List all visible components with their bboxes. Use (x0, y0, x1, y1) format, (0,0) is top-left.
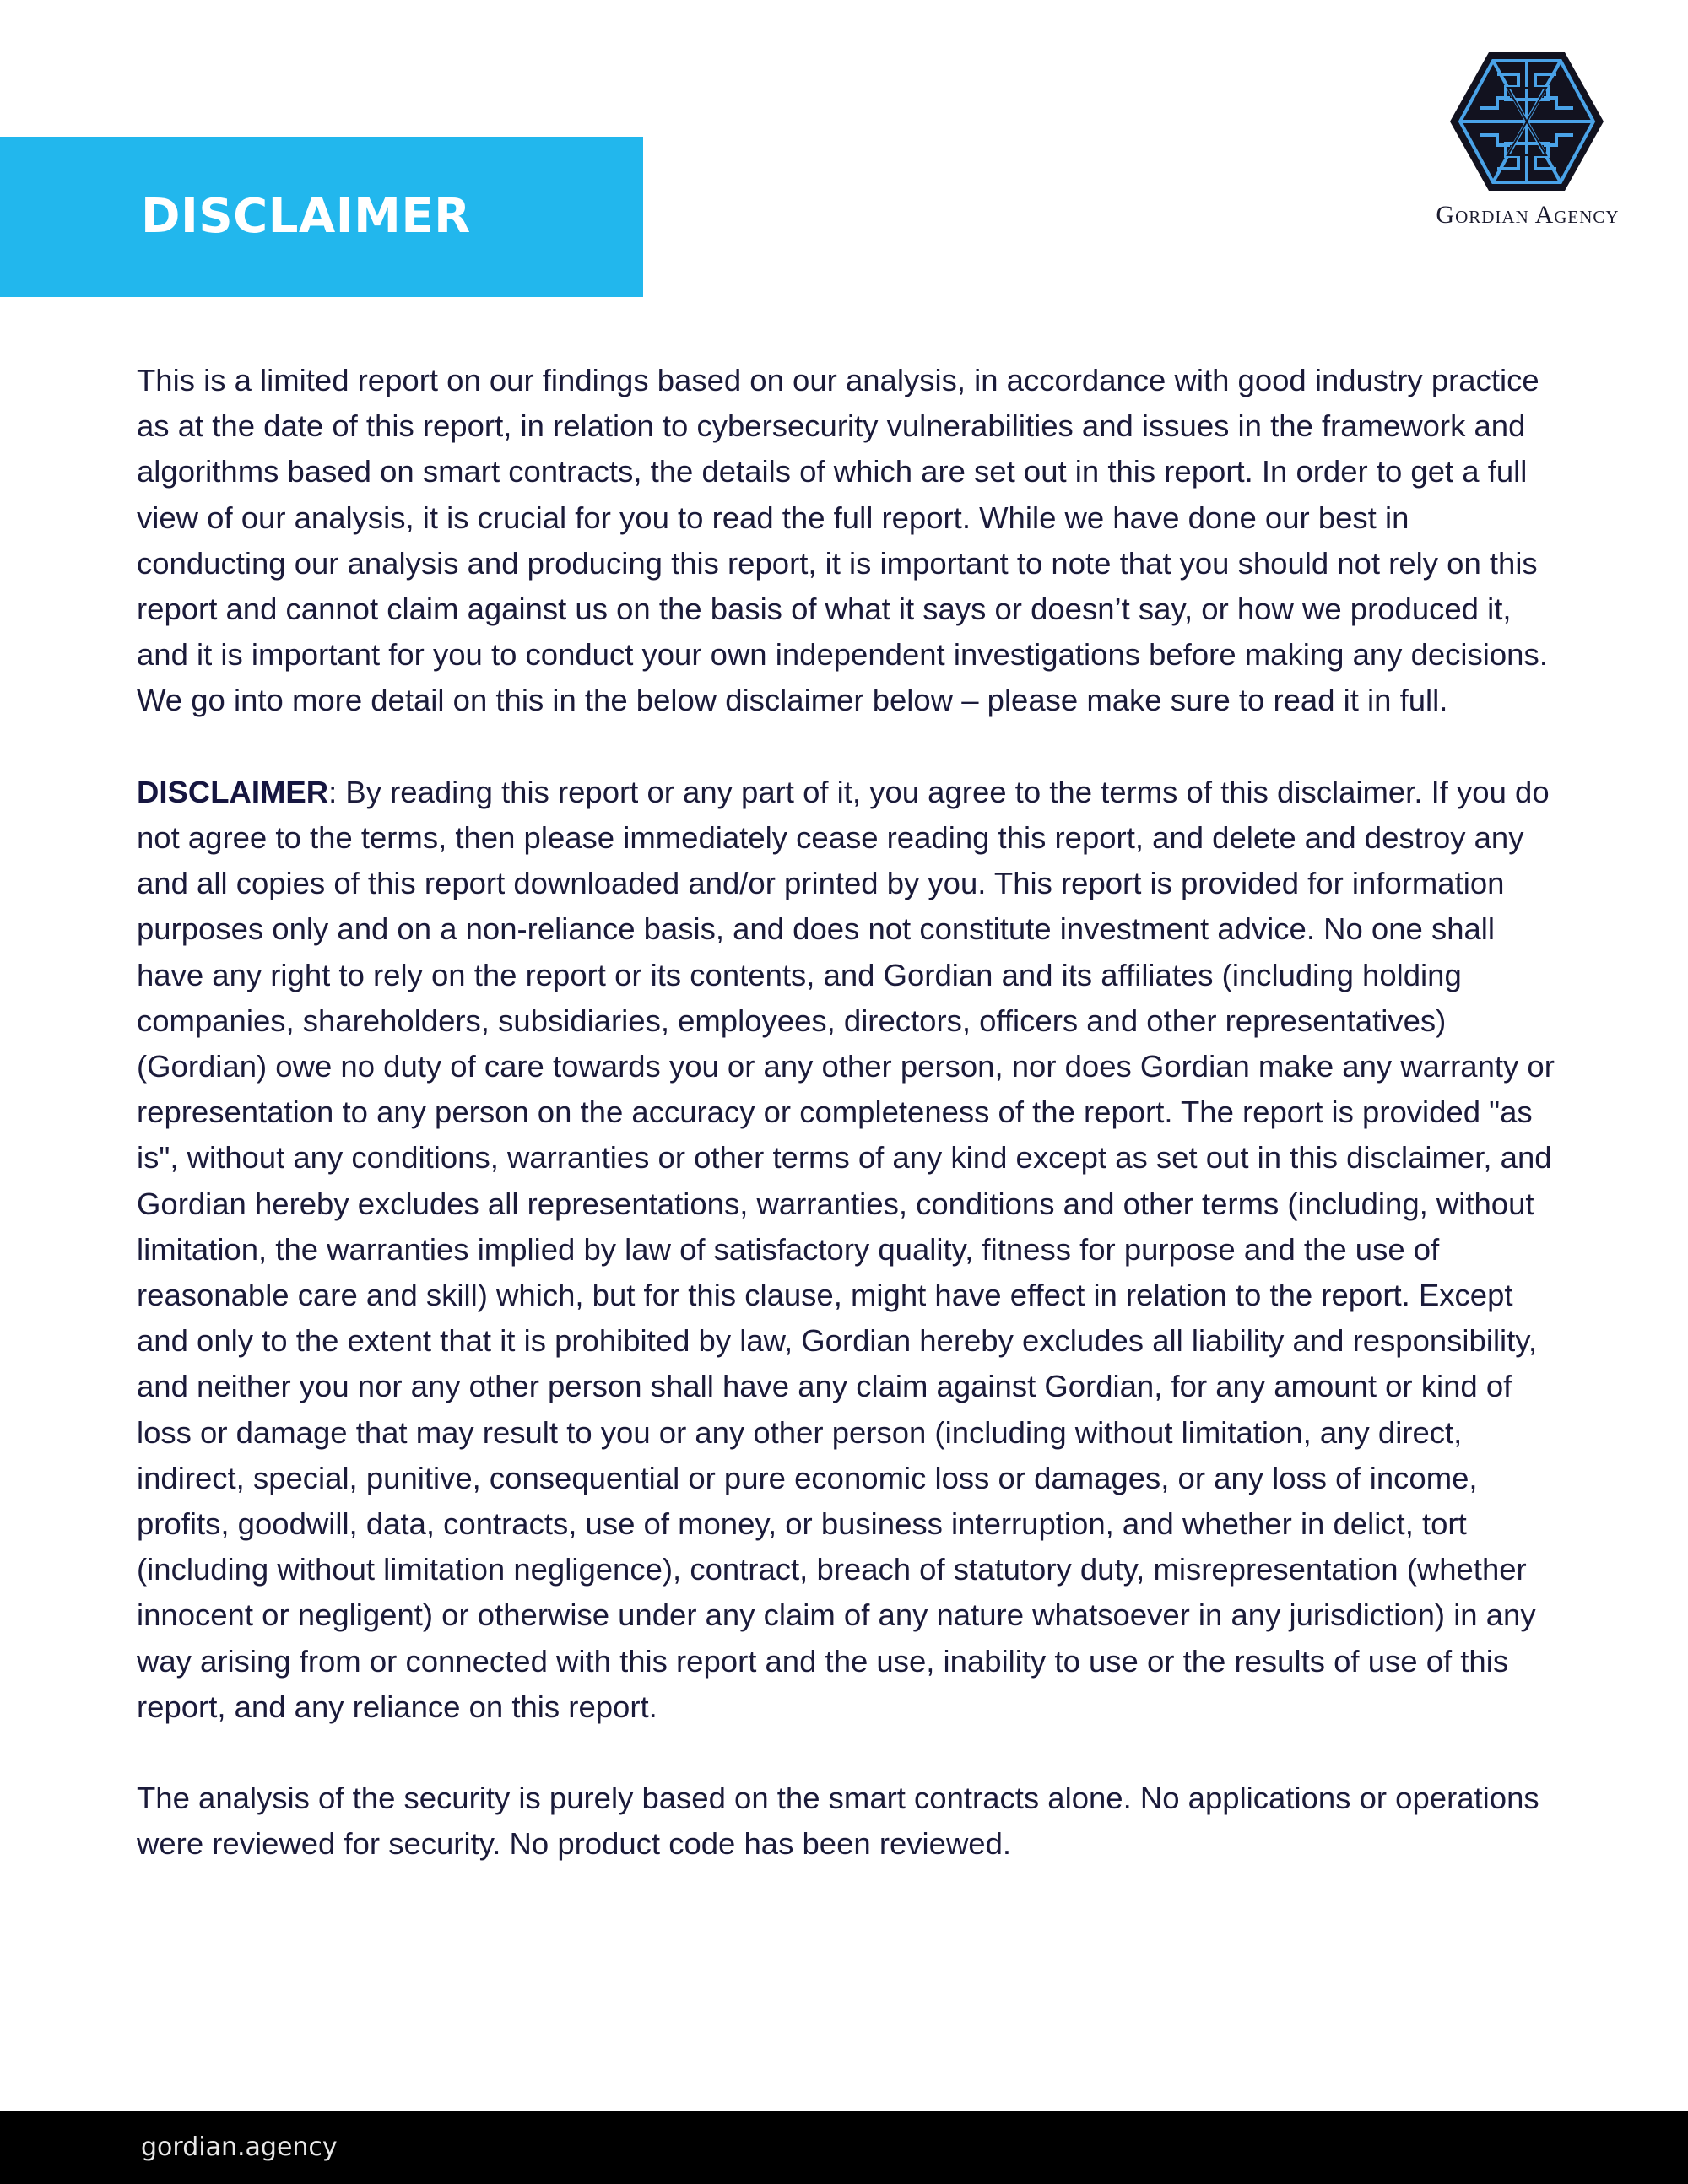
footer-url: gordian.agency (141, 2133, 338, 2162)
header-banner (0, 137, 643, 297)
page-title: DISCLAIMER (141, 189, 471, 244)
footer-bar (0, 2111, 1688, 2184)
disclaimer-label: DISCLAIMER (137, 774, 329, 809)
disclaimer-text: : By reading this report or any part of it, you agree to the terms of this disclaimer. If you do not agree to the terms, then please immediately cease reading this report, and delete and destroy any and all copies of this report downloaded and/or printed by you. This report is provided for information purposes only and on a non-reliance basis, and does not constitute investment advice. No one shall have any right to rely on the report or its contents, and Gordian and its affiliates (including holding companies, shareholders, subsidiaries, employees, directors, officers and other representatives) (Gordian) owe no duty of care towards you or any other person, nor does Gordian make any warranty or representation to any person on the accuracy or completeness of the report. The report is provided "as is", without any conditions, warranties or other terms of any kind except as set out in this disclaimer, and Gordian hereby excludes all representations, warranties, conditions and other terms (including, without limitation, the warranties implied by law of satisfactory quality, fitness for purpose and the use of reasonable care and skill) which, but for this clause, might have effect in relation to the report. Except and only to the extent that it is prohibited by law, Gordian hereby excludes all liability and responsibility, and neither you nor any other person shall have any claim against Gordian, for any amount or kind of loss or damage that may result to you or any other person (including without limitation, any direct, indirect, special, punitive, consequential or pure economic loss or damages, or any loss of income, profits, goodwill, data, contracts, use of money, or business interruption, and whether in delict, tort (including without limitation negligence), contract, breach of statutory duty, misrepresentation (whether innocent or negligent) or otherwise under any claim of any nature whatsoever in any jurisdiction) in any way arising from or connected with this report and the use, inability to use or the results of use of this report, and any reliance on this report. (137, 774, 1555, 1724)
gordian-knot-hexagon-icon (1447, 49, 1607, 194)
logo-text: Gordian Agency (1436, 201, 1620, 229)
disclaimer-body (137, 358, 1563, 1913)
disclaimer-paragraph (137, 770, 1563, 1730)
scope-paragraph: The analysis of the security is purely based on the smart contracts alone. No applications or operations were reviewed for security. No product code has been reviewed. (137, 1781, 1539, 1862)
gordian-logo (1401, 44, 1654, 238)
intro-paragraph: This is a limited report on our findings based on our analysis, in accordance with good industry practice as at the date of this report, in relation to cybersecurity vulnerabilities and issues in the framework and algorithms based on smart contracts, the details of which are set out in this report. In order to get a full view of our analysis, it is crucial for you to read the full report. While we have done our best in conducting our analysis and producing this report, it is important to note that you should not rely on this report and cannot claim against us on the basis of what it says or doesn’t say, or how we produced it, and it is important for you to conduct your own independent investigations before making any decisions. We go into more detail on this in the below disclaimer below – please make sure to read it in full. (137, 363, 1548, 718)
